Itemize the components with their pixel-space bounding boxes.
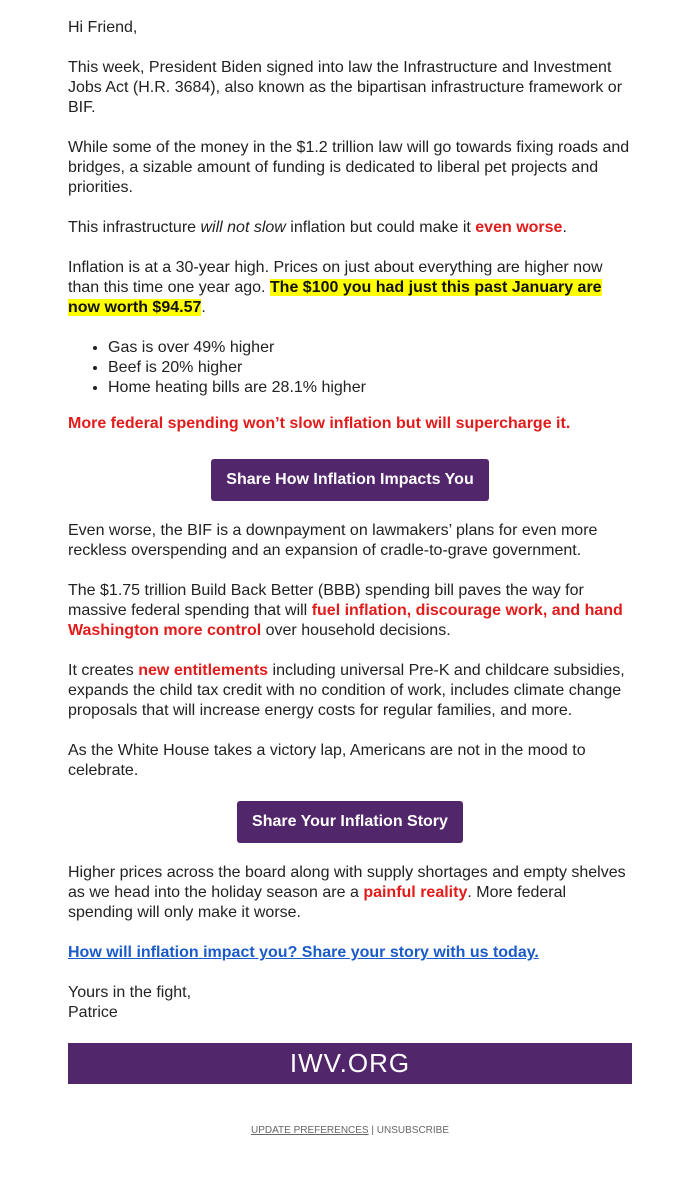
red-emphasis: fuel inflation, discourage work, and hand Washington more control	[68, 602, 623, 639]
text-segment: including universal Pre-K and childcare subsidies, expands the child tax credit with no condition of work, includes climate change proposals that will increase energy costs for regular families, and more.	[68, 662, 625, 719]
text-segment: over household decisions.	[261, 622, 451, 639]
paragraph-funding: While some of the money in the $1.2 trillion law will go towards fixing roads and bridges, a sizable amount of funding is dedicated to liberal pet projects and priorities.	[68, 139, 630, 196]
text-segment: The $1.75 trillion Build Back Better (BBB) spending bill paves the way for massive federal spending that will	[68, 582, 584, 619]
share-story-link[interactable]: How will inflation impact you? Share your story with us today.	[68, 944, 539, 961]
text-segment: inflation but could make it	[285, 219, 476, 236]
share-impact-button[interactable]: Share How Inflation Impacts You	[211, 459, 488, 501]
list-item: • Home heating bills are 28.1% higher	[108, 378, 632, 398]
button-container	[68, 801, 632, 843]
paragraph-bbb	[68, 581, 632, 641]
signoff	[68, 983, 632, 1023]
update-preferences-link[interactable]: UPDATE PREFERENCES	[250, 1125, 369, 1136]
red-callout: More federal spending won’t slow inflation but will supercharge it.	[68, 415, 571, 432]
paragraph-inflation-worse	[68, 218, 632, 238]
text-segment: .	[201, 299, 206, 316]
text-segment: This infrastructure	[68, 219, 201, 236]
red-emphasis: new entitlements	[138, 662, 269, 679]
paragraph-inflation-high	[68, 258, 632, 318]
paragraph-bill-signed: This week, President Biden signed into law the Infrastructure and Investment Jobs Act (H.R. 3684), also known as the bipartisan infrastructure framework or BIF.	[68, 59, 623, 116]
share-story-button[interactable]: Share Your Inflation Story	[237, 801, 463, 843]
signoff-line: Yours in the fight,	[68, 984, 192, 1001]
list-item: • Beef is 20% higher	[108, 358, 632, 378]
emphasis-text: will not slow	[200, 219, 286, 236]
unsubscribe-link[interactable]: UNSUBSCRIBE	[376, 1125, 450, 1136]
brand-logo-text: IWV.ORG	[289, 1048, 411, 1078]
red-emphasis: painful reality	[363, 884, 468, 901]
paragraph-entitlements	[68, 661, 632, 721]
text-segment: Inflation is at a 30-year high. Prices on just about everything are higher now than this time one year ago.	[68, 259, 603, 296]
paragraph-downpayment: Even worse, the BIF is a downpayment on lawmakers’ plans for even more reckless overspending and an expansion of cradle-to-grave government.	[68, 522, 598, 559]
paragraph-victory-lap: As the White House takes a victory lap, Americans are not in the mood to celebrate.	[68, 742, 586, 779]
text-segment: Higher prices across the board along with supply shortages and empty shelves as we head into the holiday season are a	[68, 864, 626, 901]
email-body	[68, 0, 632, 1141]
text-segment: It creates	[68, 662, 139, 679]
highlighted-text: The $100 you had just this past January are now worth $94.57	[68, 279, 602, 316]
list-item: • Gas is over 49% higher	[108, 338, 632, 358]
cta-paragraph	[68, 943, 632, 963]
greeting: Hi Friend,	[68, 19, 138, 36]
red-emphasis: even worse	[475, 219, 563, 236]
footer-links	[68, 1121, 632, 1141]
footer-separator: |	[368, 1125, 377, 1136]
text-segment: . More federal spending will only make it worse.	[68, 884, 567, 921]
paragraph-holiday	[68, 863, 632, 923]
text-segment: .	[562, 219, 567, 236]
signer-name: Patrice	[68, 1004, 118, 1021]
button-container	[68, 459, 632, 501]
footer-banner[interactable]	[68, 1043, 632, 1084]
price-increase-list	[68, 338, 632, 398]
